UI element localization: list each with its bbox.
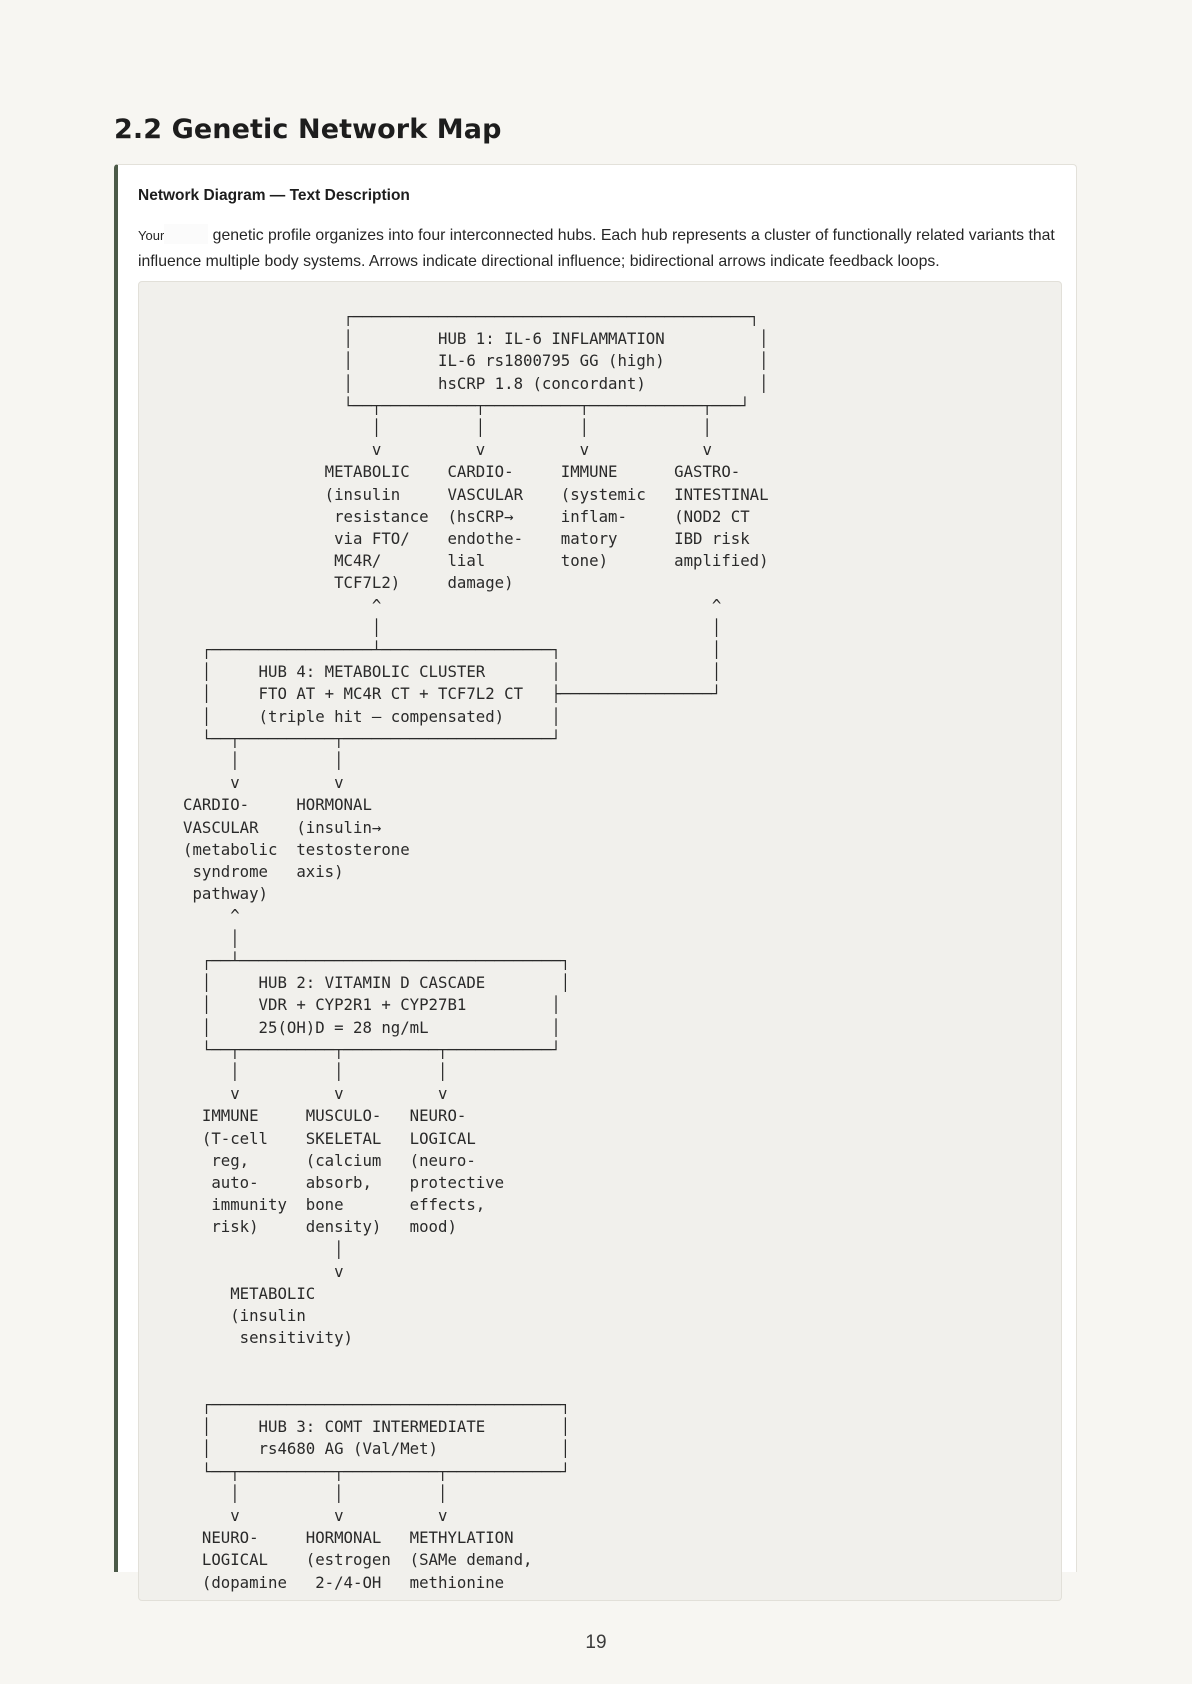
page-number: 19 bbox=[585, 1632, 607, 1653]
ascii-diagram-panel bbox=[138, 281, 1062, 1601]
card-description bbox=[138, 223, 1063, 275]
section-title: 2.2 Genetic Network Map bbox=[114, 114, 502, 145]
card-heading: Network Diagram — Text Description bbox=[138, 187, 410, 204]
redacted-name-box bbox=[164, 224, 208, 244]
network-diagram-card bbox=[114, 164, 1077, 1592]
ascii-network-diagram: ┌──────────────────────────────────────────┐ │ HUB 1: IL-6 INFLAMMATION │ │ IL-6 rs1800795 GG (high) │ │ hsCRP 1.8 (concordant) │ └──┬──────────┬──────────┬────────────┬───┘ │ │ │ │ v v v v METABOLIC CARDIO- IMMUNE GASTRO- (insulin VASCULAR (systemic INTESTINAL resistance (hsCRP→ inflam- (NOD2 CT via FTO/ endothe- matory IBD risk MC4R/ lial tone) amplified) TCF7L2) damage) ^ ^ │ │ ┌─────────────────┴──────────────────┐ │ │ HUB 4: METABOLIC CLUSTER │ │ │ FTO AT + MC4R CT + TCF7L2 CT ├────────────────┘ │ (triple hit — compensated) │ └──┬──────────┬──────────────────────┘ │ │ v v CARDIO- HORMONAL VASCULAR (insulin→ (metabolic testosterone syndrome axis) pathway) ^ │ ┌──┴──────────────────────────────────┐ │ HUB 2: VITAMIN D CASCADE │ │ VDR + CYP2R1 + CYP27B1 │ │ 25(OH)D = 28 ng/mL │ └──┬──────────┬──────────┬───────────┘ │ │ │ v v v IMMUNE MUSCULO- NEURO- (T-cell SKELETAL LOGICAL reg, (calcium (neuro- auto- absorb, protective immunity bone effects, risk) density) mood) │ v METABOLIC (insulin sensitivity) ┌─────────────────────────────────────┐ │ HUB 3: COMT INTERMEDIATE │ │ rs4680 AG (Val/Met) │ └──┬──────────┬──────────┬────────────┘ │ │ │ v v v NEURO- HORMONAL METHYLATION LOGICAL (estrogen (SAMe demand, (dopamine 2-/4-OH methionine bbox=[183, 307, 769, 1592]
lead-word: Your bbox=[138, 228, 165, 243]
description-text: genetic profile organizes into four interconnected hubs. Each hub represents a cluster of functionally related variants that influence multiple body systems. Arrows indicate directional influence; bidirectional arrows indicate feedback loops. bbox=[138, 227, 1055, 270]
